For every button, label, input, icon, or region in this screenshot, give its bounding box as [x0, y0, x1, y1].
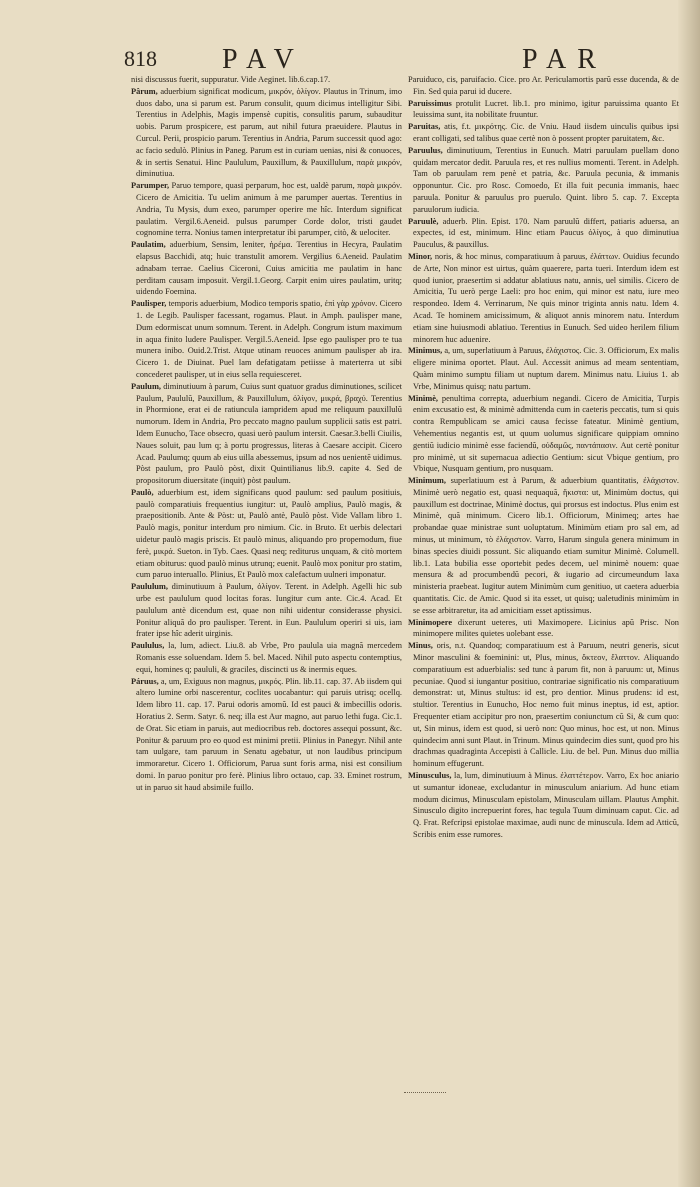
dictionary-entry	[131, 676, 402, 794]
entry-definition: Paruiduco, cis, paruifacio. Cice. pro Ar. Periculamortis parũ esse ducenda, & de Fin. Sed quia parui id ducere.	[408, 75, 679, 96]
entry-headword: Páruus,	[131, 676, 159, 686]
entry-headword: Paruitas,	[408, 122, 441, 132]
entry-definition: aduerb. Plin. Epist. 170. Nam paruulũ differt, patiaris aduersa, an expectes, id est, minimum. Hinc etiam Paucus ὀλίγος, à quo diminutiua Pauculus, & pauxillus.	[413, 216, 679, 250]
entry-headword: Paulisper,	[131, 299, 167, 309]
entry-definition: la, lum, diminutiuum à Minus. ἐλαττέτερον. Varro, Ex hoc aniario ut sumantur idoneae, excludantur in minusculum aniarium. Ad hunc etiam modum dicimus, Minusculam epistolam, Minusculam uillam. Plautus Amphit. Sinusculo digito increpuerint fores, hac tegula Tuum diminuam caput. Cic. ad Q. Frat. Refcripsi epistolae maximae, audi nunc de minuscula. Idem ad Atticũ, Scribis enim esse rumores.	[413, 771, 679, 839]
entry-definition: aduerbium significat modicum, μικρόν, ὀλίγον. Plautus in Trinum, imo duos dabo, una si parum est. Parum consulit, quum dicimus intelligitur Sibi. Terentius in Adelphis, Magis impensè cupitis, consulitis parum, subauditur uobis. Parum prospicere, est parum, aut nihil futura praeuidere. Plautus in Curcul. Perii, prospicio parum. Terentius in Andria, Parum successit quod ago: ac facio sedulò. Plinius in Paneg. Parum est in curiam uenias, nisi & conuoces, & in sertis Senatui. Hinc Paululum, Pauxillum, & Pauxillulum, παρὰ μικρόν, diminutiua.	[136, 86, 402, 179]
dictionary-entry	[131, 298, 402, 381]
dictionary-entry	[408, 145, 679, 216]
entry-definition: Paruo tempore, quasi perparum, hoc est, ualdè parum, παρὰ μικρόν. Cicero de Amicitia. Tu uelim animum à me parumper auertas. Terentius in Andria, Tu Mysis, dum exeo, parumper operire me hîc. Interdum significat paulatim. Vergil.6.Aeneid. pulsus parumper Corde dolor, tristi gaudet cognomine terra. Nonius tamen interpretatur ibi parumper, citò, & uelociter.	[136, 181, 402, 238]
entry-headword: Minor,	[408, 251, 433, 261]
entry-definition: diminutiuum, Terentius in Eunuch. Matri paruulam puellam dono quidam mercator dedit. Paruula res, et res nullius momenti. Terent. in Adelph. Tam ob paruulam rem penè et patria, &c. Paruula pecunia, & immanis opponuntur. Cic. pro Rosc. Comoedo, Et illa fuit pecunia immanis, haec paruula. Ponitur & paruulus pro puerulo. Quint. libro 5. cap. 7. Excepta paruulorum iudicia.	[413, 145, 679, 214]
dictionary-entry	[408, 640, 679, 770]
dictionary-entry	[408, 617, 679, 641]
entry-headword: Minusculus,	[408, 771, 452, 781]
dictionary-entry	[131, 239, 402, 298]
page-gutter-shadow	[678, 0, 700, 1187]
entry-headword: Minimè,	[408, 393, 439, 403]
entry-definition: temporis aduerbium, Modico temporis spatio, ἐπὶ γὰρ χρόνον. Cicero 1. de Legib. Paulisper facessant, rogamus. Plaut. in Amph. paulisper mane, Dum edormiscat unum somnum. Terent. in Adelph. Congrum istum maximum in aqua finito ludere Paulisper. Vergil.5.Aeneid. Ipse ego paulisper pro te tua munera inibo. Ouid.2.Trist. Atque utinam reuoces animum paulisper ab ira. Cicero 1. de Diuinat. Puel lam defatigatam petiisse à materterra ut sibi concederet paulisper, ut in eius sella requiesceret.	[136, 299, 402, 379]
entry-definition: penultima correpta, aduerbium negandi. Cicero de Amicitia, Turpis enim excusatio est, & minimè admittenda cum in caeteris peccatis, tum si quis contra Rempublicam se amici causa fecisse fateatur. Minimè gentium, Vehementius negantis est, ut quum uolumus significare quippiam omnino gentiũ iudicio minimè esse faciendũ, οὐδαμῶς, παντάπασιν. Aut certè ponitur pro minimè, ut sit supernacua adiectio Gentium: sicut Vbique gentium, pro Vbique, Nusquam gentium, pro nusquam.	[413, 393, 679, 474]
right-column	[408, 74, 679, 1174]
entry-headword: Paulò,	[131, 487, 154, 497]
running-head-right: PAR	[522, 44, 607, 75]
dictionary-entry	[131, 86, 402, 180]
entry-definition: aduerbium, Sensim, leniter, ἠρέμα. Terentius in Hecyra, Paulatim elapsus Bacchidi, atq; huic transtulit amorem. Vergilius 6.Aeneid. Paulatim adnabam terrae. Caelius Ciceroni, Cuius amicitia me paulatim in hanc perditam causam imposuit. Vergil.1.Georg. Carpit enim uires paulatim, uritq; uidendo Foemina.	[136, 240, 402, 297]
entry-headword: Paululum,	[131, 582, 169, 592]
entry-headword: Paruulus,	[408, 145, 443, 155]
entry-headword: Minimum,	[408, 476, 446, 486]
entry-definition: noris, & hoc minus, comparatiuum à paruus, ἐλάττων. Ouidius fecundo de Arte, Non minor est uirtus, quàm quaerere, parta tueri. Interdum idem est quod iunior, praesertim si addatur ablatiuus natu, annis, uel similis. Cicero de Amicitia, Tu uerò perge Laeli: pro hoc enim, qui minor est natu, iure meo respondeo. Idem 4. Verrinarum, Ne quis minor triginta annis natu. Idem 4. Acad. Te hominem amicissimum, & aliquot annis minorem natu. Interdum etiam sine huiusmodi ablatiuo. Terentius in Eunuch. Sed uideo herilem filium minorem huc aduenire.	[413, 251, 679, 344]
dictionary-entry	[408, 393, 679, 476]
entry-headword: Parumper,	[131, 181, 170, 191]
running-header	[124, 40, 679, 76]
entry-definition: a, um, Exiguus non magnus, μικρός. Plin. lib.11. cap. 37. Ab iisdem qui altero lumine orbi nascerentur, coclites uocabantur: qui paruis utrisq; ocellq. Idem libro 11. cap. 17. Parui odoris amomũ. Id est pauci & imbecillis odoris. Horatius 2. Serm. Satyr. 6. neq; illa est Aur magno, aut paruo lethi fuga. Cic.1. de Orat. Sic etiam in paruis, aut mediocribus reb. doctores assequi possunt, &c. Ponitur & paruum pro eo quod est minimi pretii. Plinius in Panegyr. Nihil ante tam uulgare, tam paruum in Senatu agebatur, ut non laudibus principum immoraretur. Cicero 1. Officiorum, Parua sunt foris arma, nisi est consilium domi. In paruo ponitur pro ferè. Plinius libro octauo, cap. 33. Eminet rostrum, ut in paruo sit haud absimile fuillo.	[136, 676, 402, 792]
entry-definition: nisi discussus fuerit, suppuratur. Vide Aeginet. lib.6.cap.17.	[131, 75, 331, 84]
entry-definition: diminutiuum à parum, Cuius sunt quatuor gradus diminutiones, scilicet Paulum, Paululũ, Pauxillum, & Pauxillulum, ὀλίγον, μικρά, βραχύ. Terentius in Phormione, erat ei de ratiuncula iampridem apud me reliquum pauxillulũ numorum. Idem in Andria, Pro peccato magno paulum supplicii satis est patri. Idem Eunucho, Tace obsecro, quasi uerò paulum intersit. Caesar.3.belli Ciuilis, Naues soluit, pau lum q; à portu progressus, literas à Caesare accipit. Cicero Acad. Paulumq; quum ab eius uilla abessemus, ipsum ad nos uenientẽ uidimus. Pòst paulum, pro Paulò pòst, dixit Quintilianus lib.9. capite 4. Sed de propositorum diuersitate (inquit) pòst paulum.	[136, 381, 402, 486]
dictionary-entry	[408, 251, 679, 345]
ornamental-rule	[404, 1092, 446, 1093]
dictionary-entry	[131, 581, 402, 640]
entry-definition: superlatiuum est à Parum, & aduerbium quantitatis, ἐλάχιστον. Minimè uerò negatio est, quasi nequaquã, ἥκιστα: ut, Minimùm doctus, qui pauxillum est doctrinae, Minimè doctus, qui prorsus est indoctus. Plus enim est Minimè, quã minimum. Cicero lib.1. Officiorum, Minimeq; artes hae probandae quae ministrae sunt uoluptatum. Minimùm etiam pro sal em, ad minus, ut minimum, τὸ ἐλάχιστον. Varro, Harum singula genera minimum in binas species diuidi possunt. Sic aliquando etiam sumitur Minimè. Columell. lib.1. Lata bubilia esse oportebit pedes decem, uel minimè nouem: quae mensura & ad procumbendũ pecori, & iugario ad circumeundum laxa ministeria praebeat. Iugitur autem Minimùm cum genitiuo, ut caetera aduerbia quantitatis. Cic. de Amic. Quod si ita esset, ut quisq; ualetudinis minimùm in se esse arbitraretur, ita ad amicitiam esset aptissimus.	[413, 476, 679, 615]
dictionary-entry	[408, 98, 679, 122]
dictionary-entry	[408, 216, 679, 251]
entry-definition: a, um, superlatiuum à Paruus, ἐλάχιστος. Cic. 3. Officiorum, Ex malis eligere minima oportet. Plaut. Aul. Accessit animus ad meam sententiam, Quàm minimo sumptu filiam ut nuptum darem. Minimus natu. Liuius 1. ab Vrbe, Minimus quisq; natu partum.	[413, 346, 679, 391]
entry-headword: Paruissimus	[408, 98, 452, 108]
dictionary-entry	[131, 487, 402, 581]
dictionary-entry	[131, 640, 402, 675]
entry-headword: Paruulè,	[408, 216, 439, 226]
entry-headword: Paulatim,	[131, 240, 166, 250]
entry-definition: dixerunt ueteres, uti Maximopere. Licinius apũ Prisc. Non minimopere milites quietes uolebant esse.	[413, 617, 679, 639]
entry-definition: diminutiuum à Paulum, ὀλίγον. Terent. in Adelph. Agelli hic sub urbe est paululum quod locitas foras. Iungitur cum ante. Cic.4. Acad. Et paululum antè dicendum est, quae non nihi uidentur considerasse physici. Ponitur aliquã do pro paulisper. Terent. in Eun. Paululum operiri si uis, iam frater ipse hîc aderit uirginis.	[136, 582, 402, 639]
page-number: 818	[124, 46, 157, 71]
dictionary-entry	[408, 475, 679, 617]
entry-headword: Pârum,	[131, 86, 158, 96]
left-column	[131, 74, 402, 1174]
entry-headword: Paulum,	[131, 381, 162, 391]
dictionary-entry	[131, 180, 402, 239]
dictionary-entry	[408, 770, 679, 841]
entry-definition: oris, n.t. Quandoq; comparatiuum est à Paruum, neutri generis, sicut Minor masculini & foeminini: ut, Plus, minus, ὅκτεον, ἔλαττον. Aliquando comparatiuum est aduerbialis: sed tunc à parum fit, non à paruum: ut, Minus pecuniae. Quod si iungantur positiuo, contrariae significatio nis comparatiuum demonstrat: ut, Minus stultus: id est, pro dentior. Minus prudens: id est, stultior. Terentius in Eunucho, Hoc nemo fuit minus ineptus, id est, aptior. Frequenter etiam accipitur pro non, praesertim coniunctum cũ Si, & cum quo: ut, Sin minus, idem est quod, si uerò non: Quo minus, hoc est, ut non. Minus quindecim anni sunt Plaut. in Trinum. Minus quindecim dies sunt, quod pro his drachmas quadraginta Accepisti à Callicle. Liu. de bel. Pun. Minus duo millia hominum effugerunt.	[413, 641, 679, 769]
running-head-left: PAV	[222, 44, 305, 75]
entry-headword: Minus,	[408, 641, 433, 651]
dictionary-entry	[408, 74, 679, 98]
entry-definition: aduerbium est, idem significans quod paulum: sed paulum positiuis, paulò comparatiuis frequentius iungitur: ut, Paulò amplius, Paulò magis, & praepositionib. Ante & Pòst: ut, Paulò antè, Paulò pòst. Vide Vallam libro 1. Paulò magis, ponitur interdum pro nimium. Cic. in Bruto. Et uerbis delectari uidetur paulò magis priscis. Et paulò minus, aliquando pro propemodum, fiue ferè, μικρά. Sueton. in Tyb. Caes. Quasi neq; rediturus unquam, & citò mortem etiam obiturus: quod paulò minus utrunq; euenit. Paulò mox ponitur pro statim, cum paruo interuallo. Plinius, Et Paulò mox calefactum uulneri imponatur.	[136, 487, 402, 580]
entry-headword: Minimus,	[408, 346, 443, 356]
entry-definition: la, lum, adiect. Liu.8. ab Vrbe, Pro paulula uia magnã mercedem Romanis esse soluendam. Idem 5. bel. Maced. Nihil puto aspectu contemptius, equi, homines q; paululi, & graciles, discincti us & inermis eques.	[136, 641, 402, 674]
entry-headword: Paululus,	[131, 641, 165, 651]
dictionary-entry	[408, 345, 679, 392]
dictionary-entry	[408, 121, 679, 145]
dictionary-entry	[131, 381, 402, 487]
dictionary-entry	[131, 74, 402, 86]
entry-headword: Minimopere	[408, 617, 453, 627]
entry-definition: protulit Lucret. lib.1. pro minimo, igitur paruissima quanto Et leuissima sunt, ita nobilitate fruuntur.	[413, 98, 679, 120]
entry-definition: atis, f.t. μικρότης. Cic. de Vniu. Haud iisdem uinculis quibus ipsi erant colligati, sed talibus quae certè non ò possent propter paruitatem, &c.	[413, 122, 679, 143]
